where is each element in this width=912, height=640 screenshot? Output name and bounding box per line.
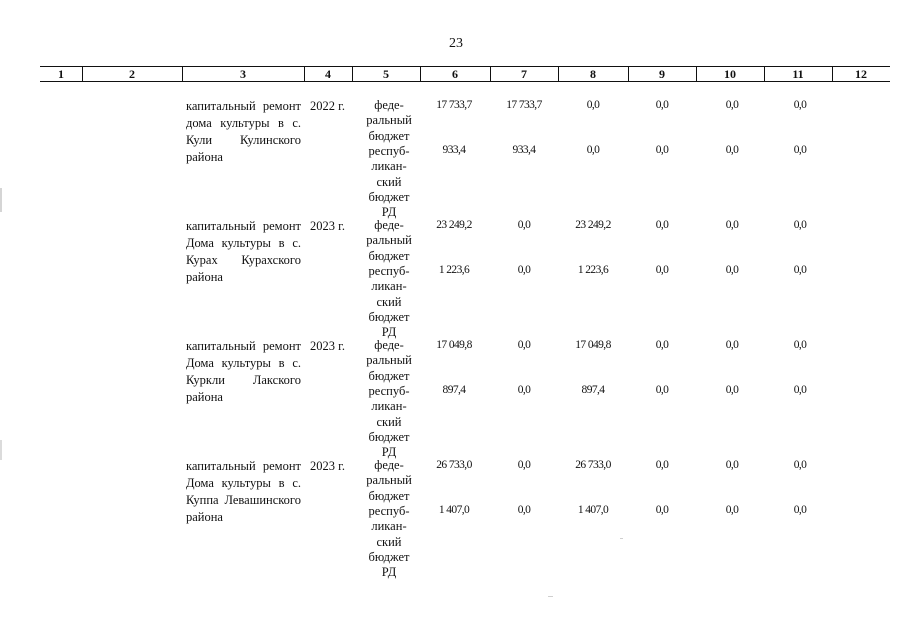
value-cell: 17 049,8 [575, 339, 611, 351]
value-cell: 0,0 [725, 504, 739, 516]
scan-artifact [0, 188, 2, 212]
column-header-12: 12 [855, 67, 867, 81]
value-cell: 0,0 [517, 339, 531, 351]
value-cell: 0,0 [517, 384, 531, 396]
value-cell: 17 733,7 [436, 99, 472, 111]
value-cell: 0,0 [655, 219, 669, 231]
column-header-7: 7 [521, 67, 527, 81]
value-cell: 0,0 [725, 339, 739, 351]
value-cell: 0,0 [725, 99, 739, 111]
value-cell: 933,4 [442, 144, 466, 156]
page-number: 23 [449, 36, 463, 51]
value-cell: 933,4 [512, 144, 536, 156]
year: 2023 г. [310, 339, 345, 353]
value-cell: 0,0 [655, 99, 669, 111]
value-cell: 0,0 [793, 459, 807, 471]
value-cell: 1 223,6 [577, 264, 609, 276]
value-cell: 0,0 [793, 339, 807, 351]
value-cell: 0,0 [586, 99, 600, 111]
value-cell: 0,0 [655, 504, 669, 516]
value-cell: 0,0 [586, 144, 600, 156]
year: 2023 г. [310, 219, 345, 233]
value-cell: 0,0 [655, 264, 669, 276]
value-cell: 0,0 [793, 384, 807, 396]
funding-source: республиканский бюджет РД [368, 144, 410, 220]
column-header-11: 11 [792, 67, 804, 81]
value-cell: 23 249,2 [436, 219, 472, 231]
column-header-8: 8 [590, 67, 596, 81]
column-header-3: 3 [240, 67, 246, 81]
funding-source: республиканский бюджет РД [368, 504, 410, 580]
object-description: капитальный ремонт Дома культуры в с. Куркли Лакского района [186, 339, 301, 404]
value-cell: 17 733,7 [506, 99, 542, 111]
value-cell: 0,0 [517, 459, 531, 471]
column-header-9: 9 [659, 67, 665, 81]
funding-source: республиканский бюджет РД [368, 384, 410, 460]
value-cell: 0,0 [655, 384, 669, 396]
value-cell: 0,0 [517, 264, 531, 276]
column-header-5: 5 [383, 67, 389, 81]
column-header-6: 6 [452, 67, 458, 81]
column-header-4: 4 [325, 67, 331, 81]
scan-artifact [548, 596, 553, 597]
value-cell: 0,0 [793, 264, 807, 276]
value-cell: 0,0 [655, 459, 669, 471]
value-cell: 26 733,0 [436, 459, 472, 471]
value-cell: 0,0 [655, 144, 669, 156]
value-cell: 23 249,2 [575, 219, 611, 231]
funding-source: республиканский бюджет РД [368, 264, 410, 340]
table-header [40, 66, 890, 82]
scan-artifact [620, 538, 623, 539]
value-cell: 0,0 [725, 144, 739, 156]
value-cell: 0,0 [725, 219, 739, 231]
column-header-10: 10 [724, 67, 736, 81]
value-cell: 1 223,6 [438, 264, 470, 276]
value-cell: 1 407,0 [438, 504, 470, 516]
column-header-1: 1 [58, 67, 64, 81]
object-description: капитальный ремонт Дома культуры в с. Куппа Левашинского района [186, 459, 301, 524]
value-cell: 897,4 [442, 384, 466, 396]
funding-source: федеральный бюджет [366, 338, 412, 383]
object-description: капитальный ремонт дома культуры в с. Кули Кулинского района [186, 99, 301, 164]
scan-artifact [0, 440, 2, 460]
value-cell: 26 733,0 [575, 459, 611, 471]
value-cell: 17 049,8 [436, 339, 472, 351]
value-cell: 0,0 [793, 219, 807, 231]
value-cell: 0,0 [517, 219, 531, 231]
value-cell: 897,4 [581, 384, 605, 396]
funding-source: федеральный бюджет [366, 218, 412, 263]
year: 2023 г. [310, 459, 345, 473]
value-cell: 0,0 [793, 144, 807, 156]
value-cell: 0,0 [725, 264, 739, 276]
value-cell: 0,0 [725, 459, 739, 471]
funding-source: федеральный бюджет [366, 458, 412, 503]
value-cell: 1 407,0 [577, 504, 609, 516]
column-header-2: 2 [129, 67, 135, 81]
value-cell: 0,0 [725, 384, 739, 396]
value-cell: 0,0 [793, 99, 807, 111]
funding-source: федеральный бюджет [366, 98, 412, 143]
object-description: капитальный ремонт Дома культуры в с. Курах Курахского района [186, 219, 301, 284]
year: 2022 г. [310, 99, 345, 113]
value-cell: 0,0 [517, 504, 531, 516]
value-cell: 0,0 [655, 339, 669, 351]
value-cell: 0,0 [793, 504, 807, 516]
